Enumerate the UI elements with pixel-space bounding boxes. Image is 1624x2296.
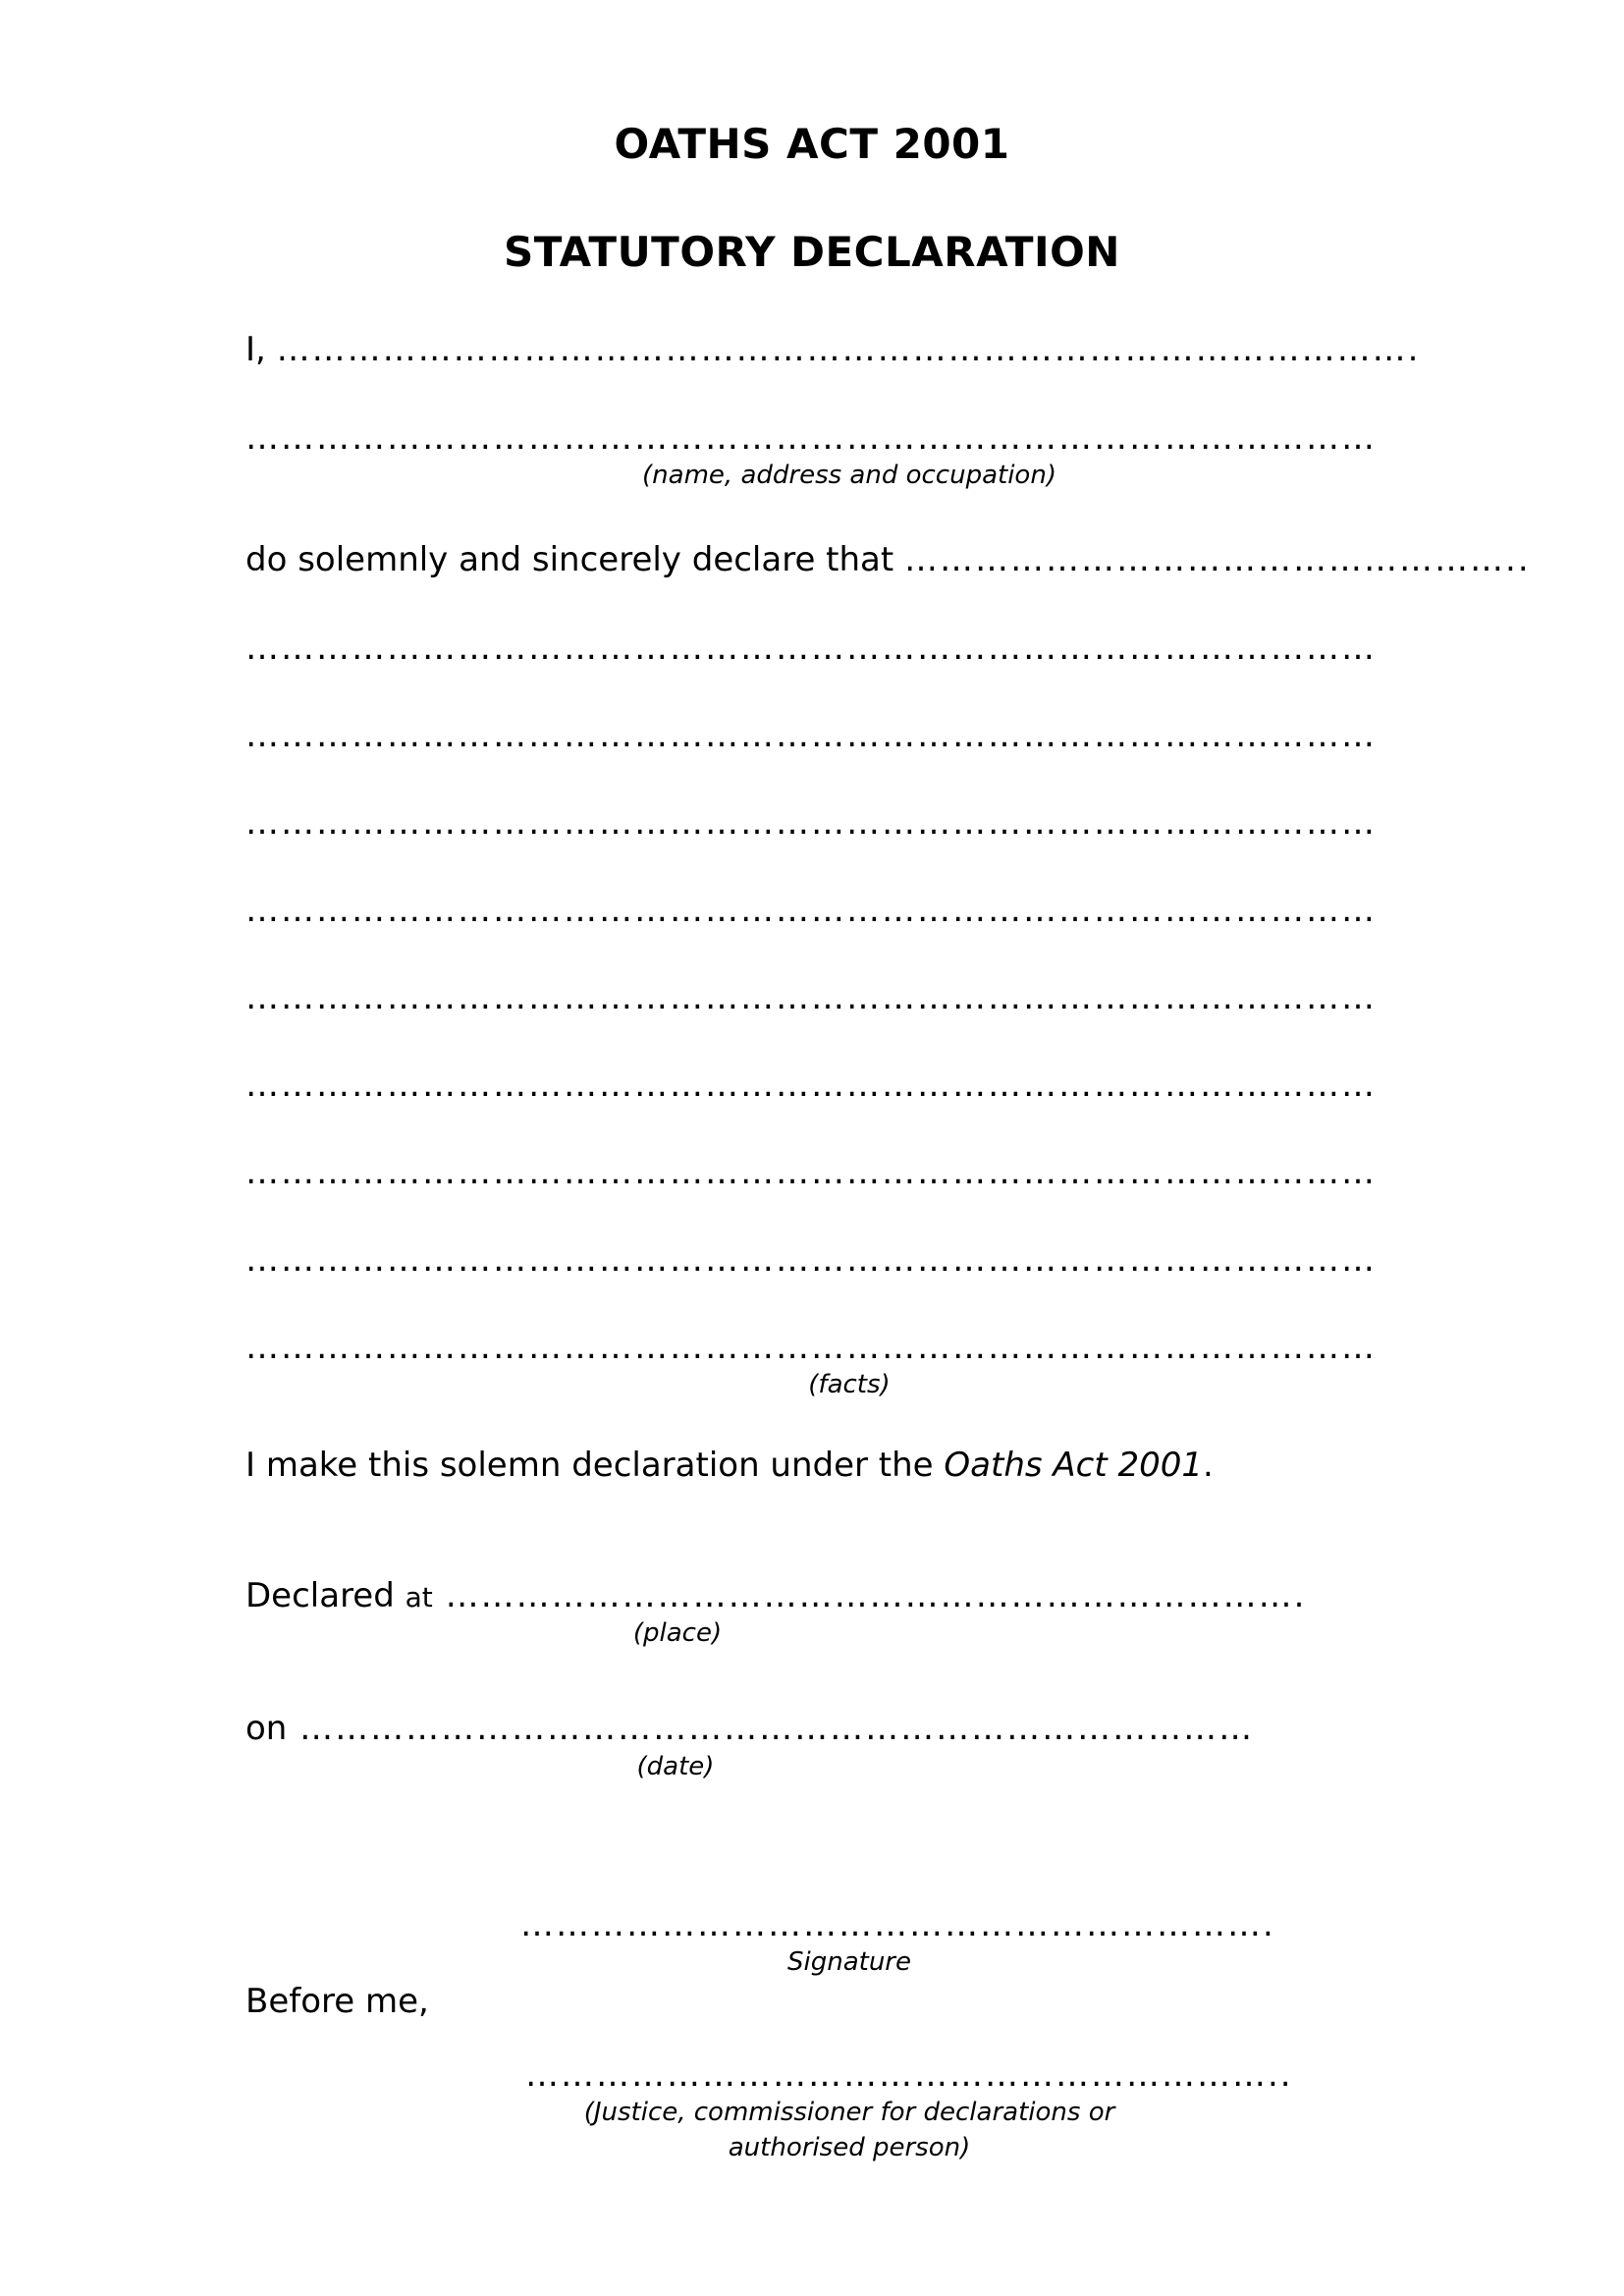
facts-line[interactable]: …………………………………………………………………………………… bbox=[245, 1328, 1377, 1367]
date-line[interactable] bbox=[245, 1709, 1254, 1748]
intro-prefix: I, bbox=[245, 330, 277, 369]
facts-line[interactable]: …………………………………………………………………………………… bbox=[245, 891, 1377, 930]
witness-signature-field[interactable]: ……………………………………………………….. bbox=[525, 2055, 1293, 2095]
place-caption: (place) bbox=[632, 1618, 723, 1648]
facts-line[interactable]: …………………………………………………………………………………… bbox=[245, 1240, 1377, 1280]
signature-field[interactable]: ………………………………………………………. bbox=[520, 1905, 1275, 1944]
facts-line[interactable]: …………………………………………………………………………………… bbox=[245, 1066, 1377, 1105]
declared-at-line[interactable] bbox=[245, 1576, 1306, 1617]
document-subtitle: STATUTORY DECLARATION bbox=[504, 228, 1120, 276]
act-name: Oaths Act 2001 bbox=[944, 1446, 1204, 1485]
facts-caption: (facts) bbox=[808, 1370, 891, 1399]
declarant-line-1[interactable] bbox=[245, 330, 1420, 369]
solemn-declaration-statement bbox=[245, 1446, 1214, 1485]
facts-line[interactable]: …………………………………………………………………………………… bbox=[245, 716, 1377, 755]
witness-caption-line-1: (Justice, commissioner for declarations or bbox=[583, 2098, 1115, 2127]
document-title: OATHS ACT 2001 bbox=[614, 120, 1010, 168]
witness-caption-line-2: authorised person) bbox=[728, 2133, 971, 2162]
declared-label: Declared bbox=[245, 1576, 406, 1615]
declare-prefix: do solemnly and sincerely declare that bbox=[245, 540, 905, 579]
before-me-label: Before me, bbox=[245, 1982, 429, 2021]
solemn-suffix: . bbox=[1203, 1446, 1214, 1485]
signature-caption: Signature bbox=[786, 1947, 911, 1977]
solemn-prefix: I make this solemn declaration under the bbox=[245, 1446, 945, 1485]
name-caption: (name, address and occupation) bbox=[642, 461, 1056, 490]
declarant-name-field[interactable]: ……………………………………………………………………………………. bbox=[276, 330, 1421, 369]
facts-line[interactable]: …………………………………………………………………………………… bbox=[245, 978, 1377, 1017]
place-field[interactable]: ………………………………………………………………. bbox=[432, 1576, 1307, 1615]
facts-line[interactable]: …………………………………………………………………………………… bbox=[245, 1153, 1377, 1192]
facts-line[interactable]: …………………………………………………………………………………… bbox=[245, 629, 1377, 668]
date-field[interactable]: ……………………………………………………………………… bbox=[287, 1709, 1255, 1748]
declare-field[interactable]: …………………………………………….. bbox=[904, 540, 1531, 579]
declarant-line-2[interactable]: …………………………………………………………………………………… bbox=[245, 418, 1377, 458]
facts-line[interactable]: …………………………………………………………………………………… bbox=[245, 803, 1377, 843]
on-label: on bbox=[245, 1709, 288, 1748]
date-caption: (date) bbox=[636, 1752, 715, 1781]
declared-at-small: at bbox=[405, 1581, 433, 1613]
declare-line[interactable] bbox=[245, 540, 1531, 579]
